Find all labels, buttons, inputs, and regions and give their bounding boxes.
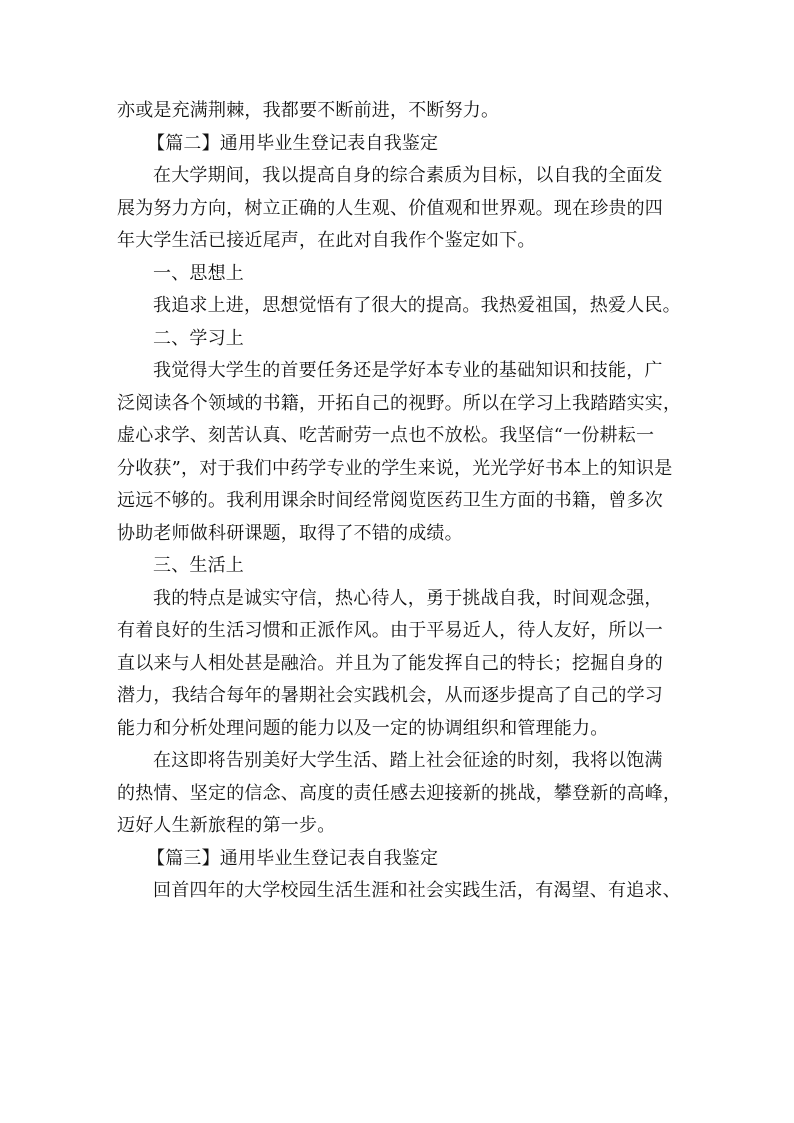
text-line: 年大学生活已接近尾声，在此对自我作个鉴定如下。	[117, 230, 536, 251]
paragraph-line: 回首四年的大学校园生活生涯和社会实践生活，有渴望、有追求、	[153, 880, 681, 901]
document-body	[117, 95, 682, 908]
subheading-life: 三、生活上	[153, 555, 244, 576]
subheading-thought: 一、思想上	[153, 262, 244, 284]
text-line: 潜力，我结合每年的暑期社会实践机会，从而逐步提高了自己的学习	[117, 685, 663, 706]
text-line: 泛阅读各个领域的书籍，开拓自己的视野。所以在学习上我踏踏实实，	[117, 392, 682, 414]
text-line: 亦或是充满荆棘，我都要不断前进，不断努力。	[117, 100, 500, 121]
text-line: 分收获”，对于我们中药学专业的学生来说，光光学好书本上的知识是	[117, 457, 673, 479]
text-line: 直以来与人相处甚是融洽。并且为了能发挥自己的特长；挖掘自身的	[117, 652, 663, 674]
text-line: 有着良好的生活习惯和正派作风。由于平易近人，待人友好，所以一	[117, 620, 663, 641]
text-line: 协助老师做科研课题，取得了不错的成绩。	[117, 522, 463, 544]
section-heading-2: 【篇二】通用毕业生登记表自我鉴定	[147, 132, 439, 154]
subheading-study: 二、学习上	[153, 327, 244, 349]
text-line: 的热情、坚定的信念、高度的责任感去迎接新的挑战，攀登新的高峰，	[117, 782, 682, 804]
text-line: 能力和分析处理问题的能力以及一定的协调组织和管理能力。	[117, 717, 609, 739]
paragraph-line: 我觉得大学生的首要任务还是学好本专业的基础知识和技能，广	[153, 360, 663, 381]
paragraph-line: 在这即将告别美好大学生活、踏上社会征途的时刻，我将以饱满	[153, 750, 663, 771]
text-line: 虚心求学、刻苦认真、吃苦耐劳一点也不放松。我坚信“一份耕耘一	[117, 425, 655, 446]
text-line: 展为努力方向，树立正确的人生观、价值观和世界观。现在珍贵的四	[117, 197, 663, 219]
paragraph-line: 我追求上进，思想觉悟有了很大的提高。我热爱祖国，热爱人民。	[153, 295, 681, 316]
text-line: 迈好人生新旅程的第一步。	[117, 815, 336, 836]
section-heading-3: 【篇三】通用毕业生登记表自我鉴定	[147, 847, 439, 869]
text-line: 远远不够的。我利用课余时间经常阅览医药卫生方面的书籍，曾多次	[117, 490, 663, 511]
paragraph-line: 我的特点是诚实守信，热心待人，勇于挑战自我，时间观念强，	[153, 587, 663, 609]
paragraph-line: 在大学期间，我以提高自身的综合素质为目标，以自我的全面发	[153, 165, 663, 186]
